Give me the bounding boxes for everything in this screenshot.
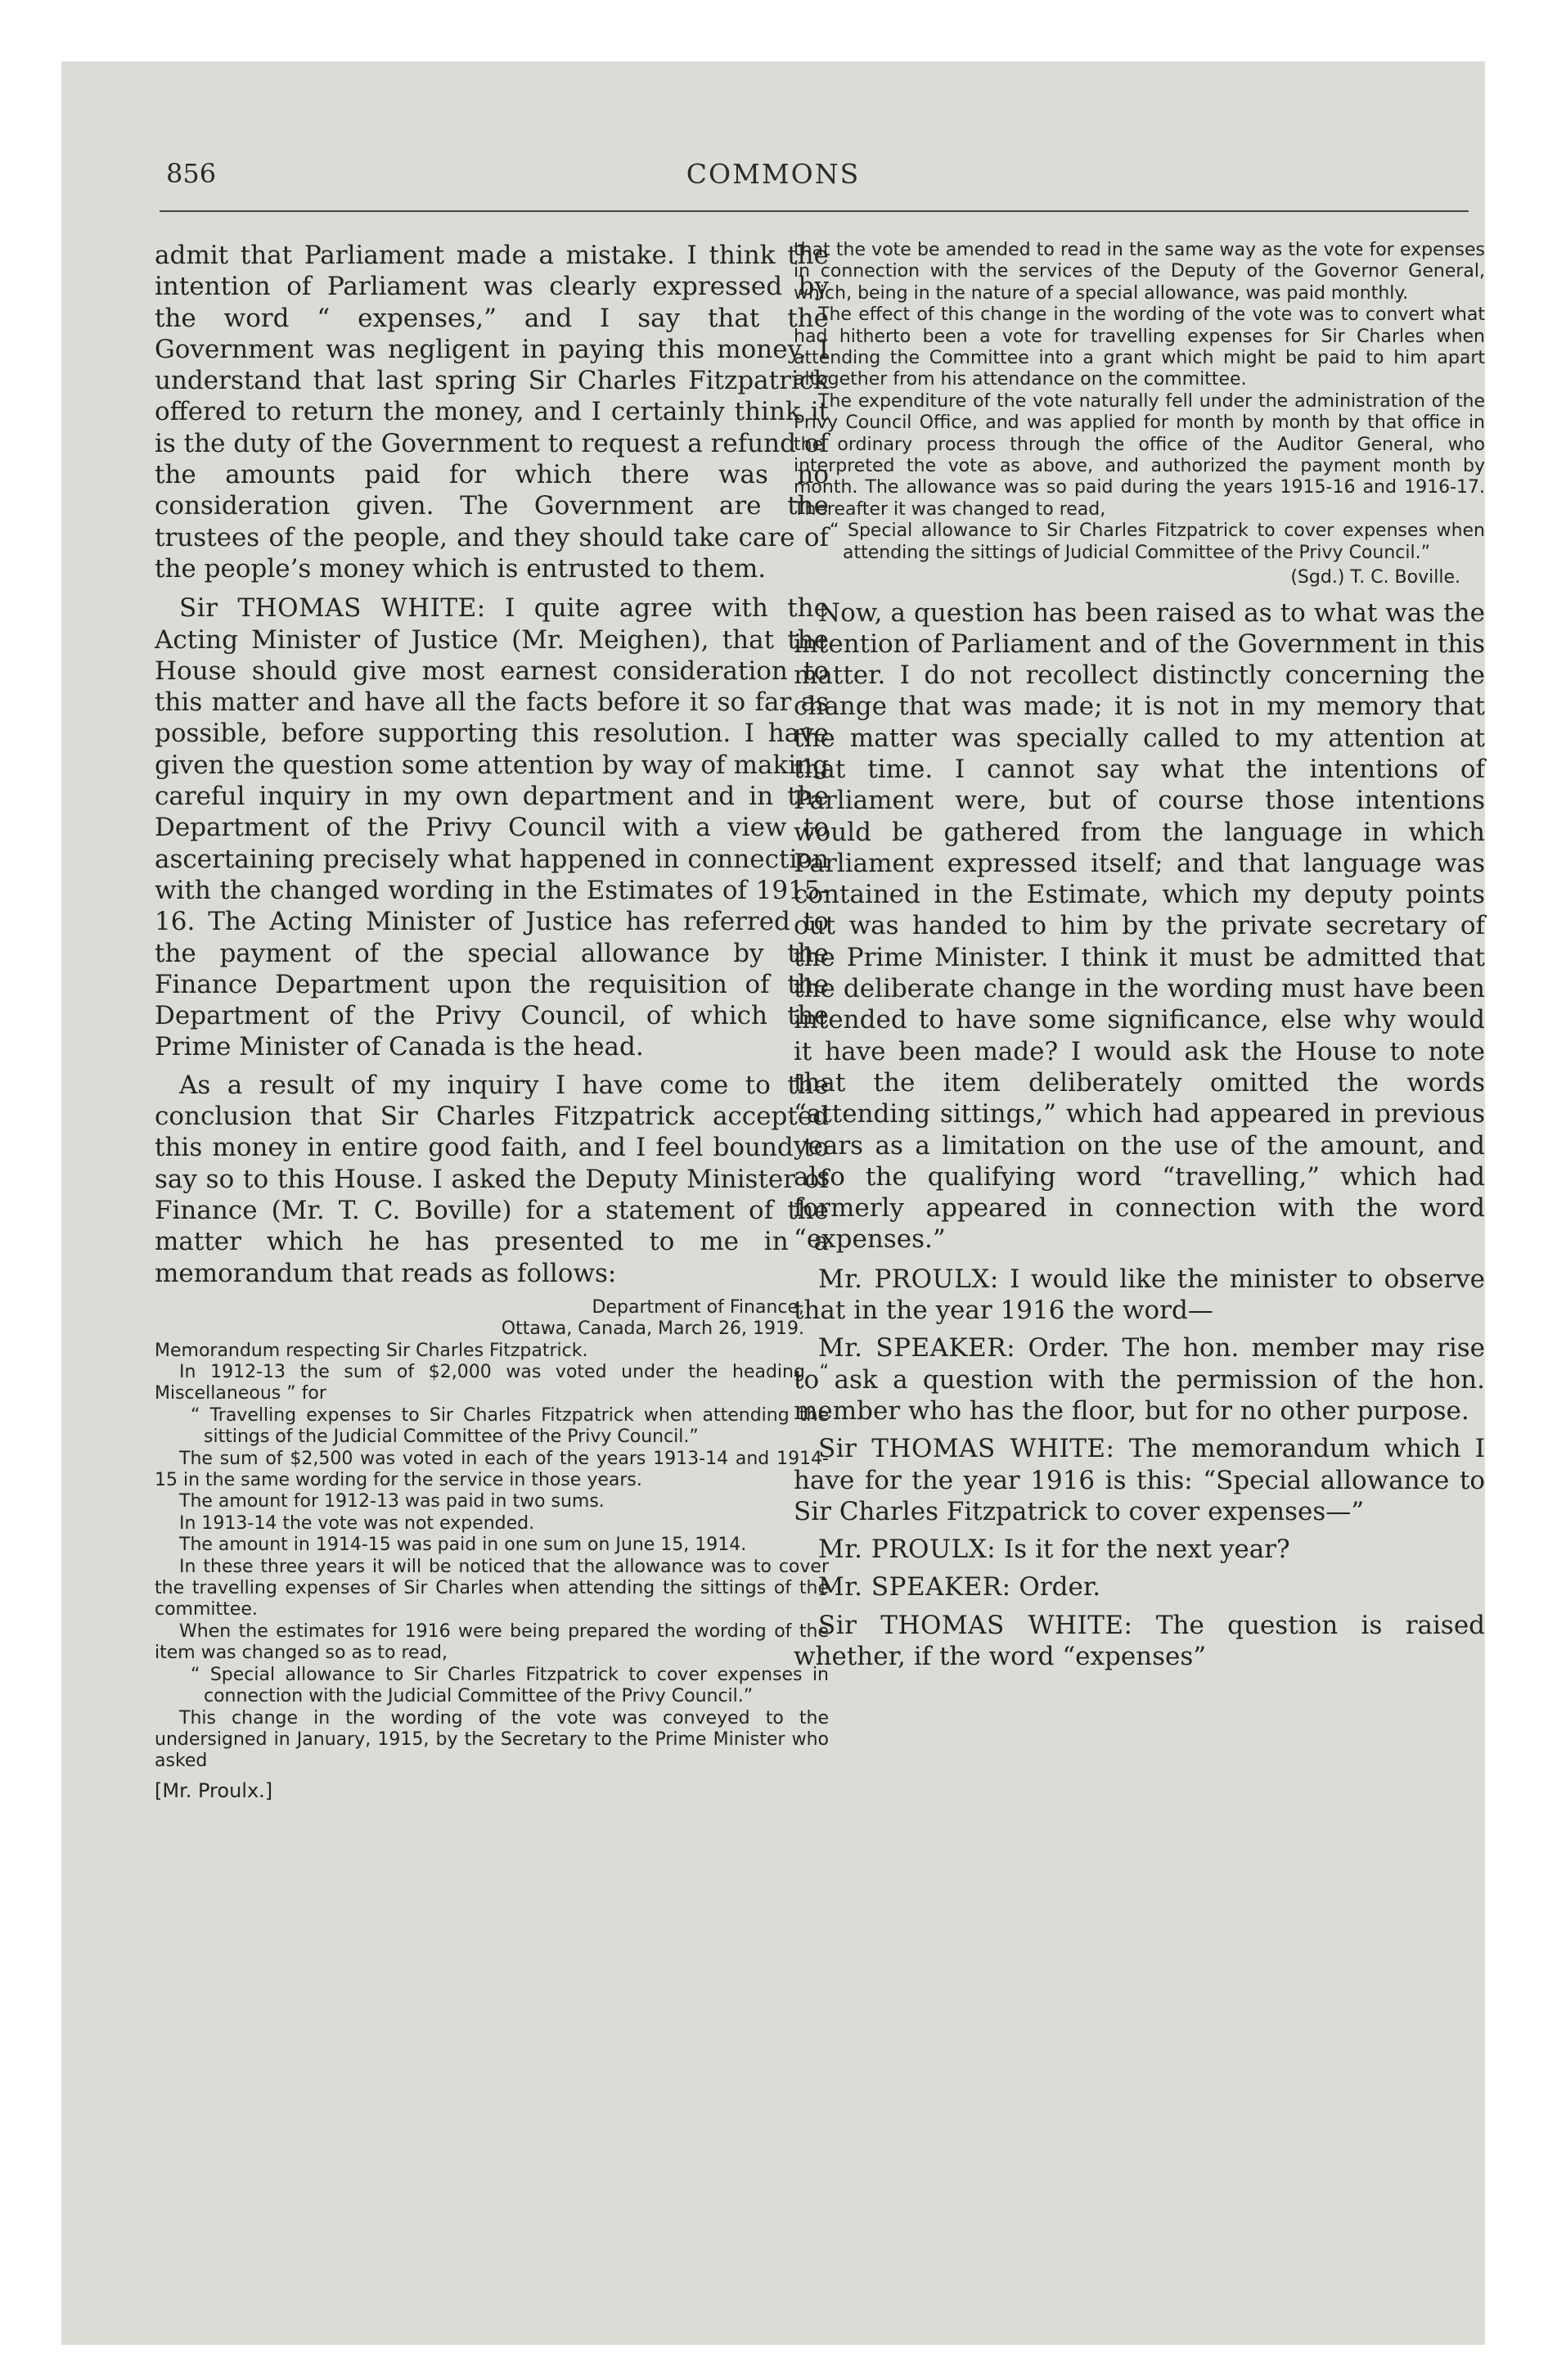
speaker-name: Mr. PROULX: [818, 1264, 999, 1294]
memo-paragraph: The sum of $2,500 was voted in each of the years 1913-14 and 1914-15 in the same wording for the service in those years. [155, 1448, 829, 1491]
speech-paragraph [794, 1610, 1485, 1673]
memo-paragraph: When the estimates for 1916 were being prepared the wording of the item was changed so as to read, [155, 1620, 829, 1664]
memo-signature: (Sgd.) T. C. Boville. [1290, 567, 1460, 588]
memo-paragraph: This change in the wording of the vote was conveyed to the undersigned in January, 1915, by the Secretary to the Prime Minister who asked [155, 1707, 829, 1772]
speech-text: I would like the minister to observe that in the year 1916 the word— [794, 1264, 1486, 1326]
memo-subject: Memorandum respecting Sir Charles Fitzpatrick. [155, 1340, 588, 1361]
footer-speaker-marker: [Mr. Proulx.] [155, 1778, 273, 1802]
speaker-name: Mr. SPEAKER: [818, 1572, 1011, 1602]
memo-quote: “ Travelling expenses to Sir Charles Fitzpatrick when attending the sittings of the Judicial Committee of the Privy Council.” [191, 1404, 829, 1448]
speech-text: Order. [1010, 1572, 1101, 1602]
running-head: COMMONS [686, 158, 861, 190]
speaker-name: Sir THOMAS WHITE: [818, 1434, 1115, 1464]
paragraph: As a result of my inquiry I have come to the conclusion that Sir Charles Fitzpatrick accepted this money in entire good faith, and I feel bound to say so to this House. I asked the Deputy Minister of Finance (Mr. T. C. Boville) for a statement of the matter which he has presented to me in a memorandum that reads as follows: [155, 1070, 829, 1288]
speech-paragraph [794, 1534, 1485, 1565]
speech-paragraph [794, 1571, 1485, 1602]
speech-paragraph [794, 1332, 1485, 1427]
speaker-name: Mr. SPEAKER: [818, 1333, 1016, 1364]
memo-department: Department of Finance, [592, 1296, 804, 1318]
speech-paragraph [155, 593, 829, 1062]
memo-paragraph: In these three years it will be noticed that the allowance was to cover the travelling expenses of Sir Charles when attending the sittings of the committee. [155, 1556, 829, 1620]
speech-text: The memorandum which I have for the year 1916 is this: “Special allowance to Sir Charles Fitzpatrick to cover expenses—” [794, 1434, 1485, 1526]
speech-text: The question is raised whether, if the word “expenses” [794, 1610, 1486, 1671]
memo-date: Ottawa, Canada, March 26, 1919. [501, 1318, 804, 1340]
page-number: 856 [166, 158, 217, 189]
paragraph: Now, a question has been raised as to what was the intention of Parliament and of the Government in this matter. I do not recollect distinctly concerning the change that was made; it is not in my memory that the matter was specially called to my attention at that time. I cannot say what the intentions of Parliament were, but of course those intentions would be gathered from the language in which Parliament expressed itself; and that language was contained in the Estimate, which my deputy points out was handed to him by the private secretary of the Prime Minister. I think it must be admitted that the deliberate change in the wording must have been intended to have some significance, else why would it have been made? I would ask the House to note that the item deliberately omitted the words “attending sittings,” which had appeared in previous years as a limitation on the use of the amount, and also the qualifying word “travelling,” which had formerly appeared in connection with the word “expenses.” [794, 597, 1485, 1255]
speaker-name: Mr. PROULX: [818, 1535, 997, 1565]
speech-text: Order. The hon. member may rise to ask a question with the permission of the hon. member who has the floor, but for no other purpose. [794, 1333, 1485, 1426]
memo-quote: “ Special allowance to Sir Charles Fitzpatrick to cover expenses when attending the sittings of Judicial Committee of the Privy Council.” [830, 521, 1485, 563]
left-column [155, 240, 829, 1802]
scanned-page [61, 61, 1485, 2345]
speaker-name: Sir THOMAS WHITE: [179, 593, 486, 624]
speech-text: I quite agree with the Acting Minister of Justice (Mr. Meighen), that the House should give most earnest consideration to this matter and have all the facts before it so far as possible, before supporting this resolution. I have given the question some attention by way of making careful inquiry in my own department and in the Department of the Privy Council with a view to ascertaining precisely what happened in connection with the changed wording in the Estimates of 1915-16. The Acting Minister of Justice has referred to the payment of the special allowance by the Finance Department upon the requisition of the Department of the Privy Council, of which the Prime Minister of Canada is the head. [155, 593, 829, 1062]
speaker-name: Sir THOMAS WHITE: [818, 1610, 1133, 1640]
right-column [794, 240, 1485, 1672]
paragraph: admit that Parliament made a mistake. I think the intention of Parliament was clearly expressed by the word “ expenses,” and I say that the Government was negligent in paying this money. I understand that last spring Sir Charles Fitzpatrick offered to return the money, and I certainly think it is the duty of the Government to request a refund of the amounts paid for which there was no consideration given. The Government are the trustees of the people, and they should take care of the people’s money which is entrusted to them. [155, 241, 829, 584]
memo-paragraph: that the vote be amended to read in the same way as the vote for expenses in connection with the services of the Deputy of the Governor General, which, being in the nature of a special allowance, was paid monthly. [794, 240, 1485, 304]
memo-paragraph: The amount for 1912-13 was paid in two sums. [179, 1491, 605, 1512]
memo-paragraph: The effect of this change in the wording of the vote was to convert what had hitherto been a vote for travelling expenses for Sir Charles when attending the Committee into a grant which might be paid to him apart altogether from his attendance on the committee. [794, 304, 1485, 390]
speech-paragraph [794, 1433, 1485, 1527]
header-rule [160, 210, 1469, 212]
speech-paragraph [794, 1264, 1485, 1327]
memo-paragraph: The amount in 1914-15 was paid in one sum on June 15, 1914. [179, 1535, 747, 1556]
memo-paragraph: In 1913-14 the vote was not expended. [179, 1512, 535, 1534]
memo-paragraph: In 1912-13 the sum of $2,000 was voted under the heading “ Miscellaneous ” for [155, 1362, 829, 1404]
memo-quote: “ Special allowance to Sir Charles Fitzpatrick to cover expenses in connection with the Judicial Committee of the Privy Council.” [191, 1664, 829, 1707]
memo-paragraph: The expenditure of the vote naturally fell under the administration of the Privy Council Office, and was applied for month by month by that office in the ordinary process through the office of the Auditor General, who interpreted the vote as above, and authorized the payment month by month. The allowance was so paid during the years 1915-16 and 1916-17. Thereafter it was changed to read, [794, 390, 1485, 520]
page-header [61, 158, 1485, 199]
speech-text: Is it for the next year? [996, 1535, 1290, 1565]
